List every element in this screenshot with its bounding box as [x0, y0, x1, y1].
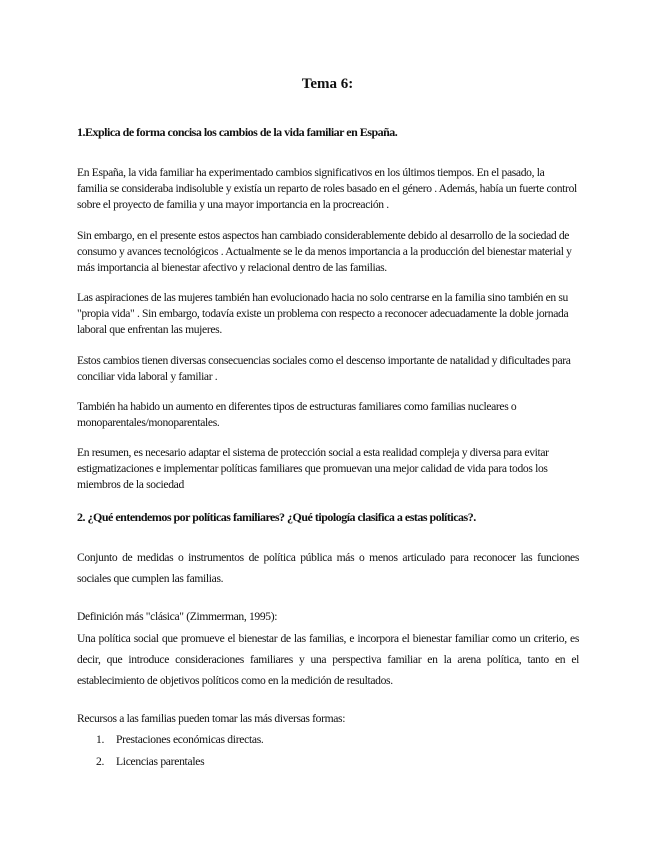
question-1-heading: 1.Explica de forma concisa los cambios de la vida familiar en España. — [77, 125, 398, 139]
paragraph-1: En España, la vida familiar ha experimentado cambios significativos en los últimos tiempos. En el pasado, la familia se consideraba indisoluble y existía un reparto de roles basado en el género . Además, había un fuerte control sobre el proyecto de familia y una mayor importancia en la procreación . — [77, 166, 577, 211]
definition-label: Definición más "clásica" (Zimmerman, 1995): — [77, 610, 278, 623]
paragraph-2: Sin embargo, en el presente estos aspectos han cambiado considerablemente debido al desarrollo de la sociedad de consumo y avances tecnológicos . Actualmente se le da menos importancia a la producción del bienestar material y más importancia al bienestar afectivo y relacional dentro de las familias. — [77, 229, 572, 274]
list-item — [96, 754, 264, 776]
paragraph-6: En resumen, es necesario adaptar el sistema de protección social a esta realidad compleja y diversa para evitar estigmatizaciones e implementar políticas familiares que promuevan una mejor calidad de vida para todos los miembros de la sociedad — [77, 446, 549, 491]
paragraph-9: Una política social que promueve el bienestar de las familias, e incorpora el bienestar familiar como un criterio, es decir, que introduce consideraciones familiares y una perspectiva familiar en la arena política, tanto en el establecimiento de objetivos políticos como en la medición de resultados. — [77, 632, 579, 687]
page-title: Tema 6: — [301, 76, 354, 92]
paragraph-3: Las aspiraciones de las mujeres también han evolucionado hacia no solo centrarse en la familia sino también en su "propia vida" . Sin embargo, todavía existe un problema con respecto a reconocer adecuadamente la doble jornada laboral que enfrentan las mujeres. — [77, 291, 569, 336]
paragraph-4: Estos cambios tienen diversas consecuencias sociales como el descenso importante de natalidad y dificultades para conciliar vida laboral y familiar . — [77, 354, 571, 383]
list-text: Prestaciones económicas directas. — [116, 733, 264, 746]
resources-list — [96, 732, 264, 776]
list-number: 2. — [96, 755, 105, 768]
paragraph-5: También ha habido un aumento en diferentes tipos de estructuras familiares como familias nucleares o monoparentales/monoparentales. — [77, 400, 517, 429]
paragraph-10: Recursos a las familias pueden tomar las más diversas formas: — [77, 712, 346, 725]
list-number: 1. — [96, 733, 105, 746]
list-text: Licencias parentales — [116, 755, 205, 768]
paragraph-7: Conjunto de medidas o instrumentos de política pública más o menos articulado para reconocer las funciones sociales que cumplen las familias. — [77, 551, 579, 585]
list-item — [96, 732, 264, 754]
question-2-heading: 2. ¿Qué entendemos por políticas familiares? ¿Qué tipología clasifica a estas políticas?. — [77, 510, 476, 524]
